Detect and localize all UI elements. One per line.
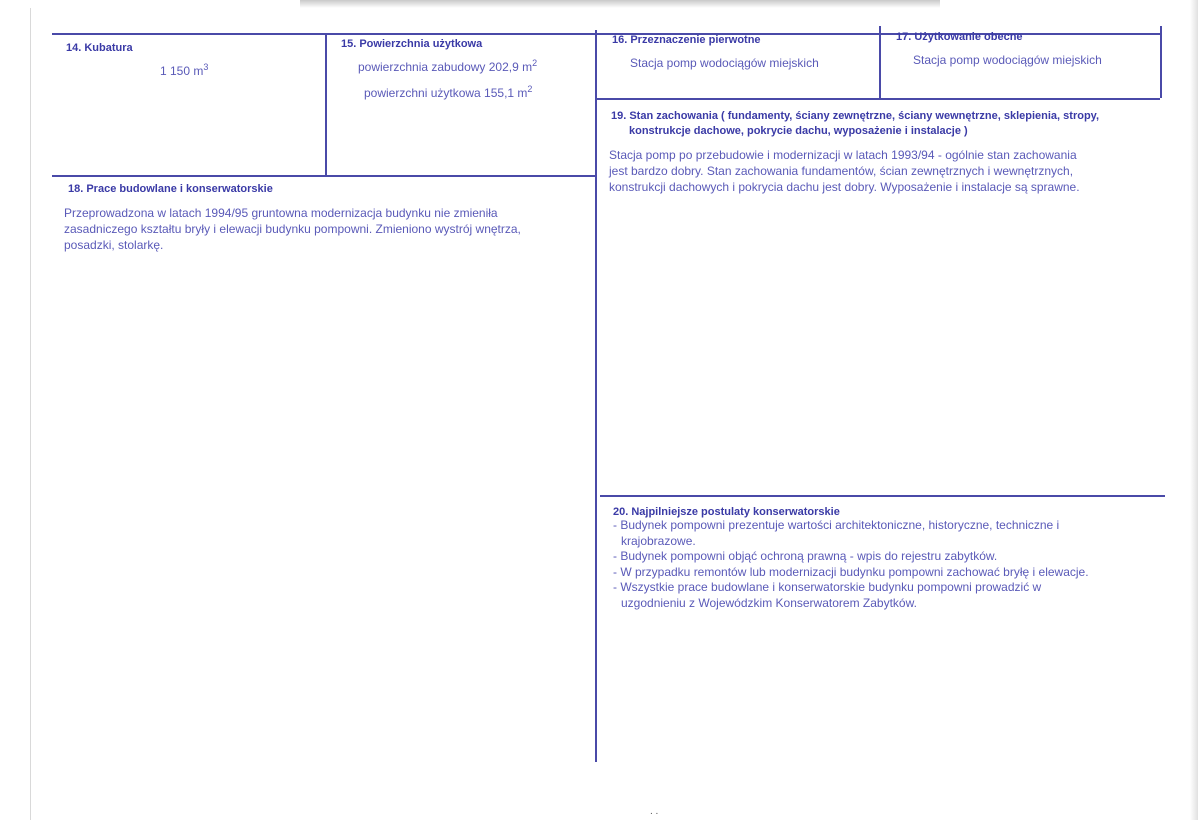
rule-under-14-15 bbox=[52, 175, 596, 177]
right-border bbox=[1160, 26, 1162, 98]
footer-marks: . . bbox=[650, 806, 659, 817]
postulate-3: - W przypadku remontów lub modernizacji budynku pompowni zachować bryłę i elewacje. bbox=[613, 564, 1089, 579]
field-20-label: 20. Najpilniejsze postulaty konserwatorskie bbox=[613, 506, 840, 518]
postulate-1-continued: krajobrazowe. bbox=[621, 533, 696, 548]
built-area-text: powierzchnia zabudowy 202,9 m bbox=[358, 60, 533, 74]
scan-edge-left bbox=[30, 8, 31, 820]
postulate-2: - Budynek pompowni objąć ochroną prawną - wpis do rejestru zabytków. bbox=[613, 549, 998, 563]
field-18-line-1: Przeprowadzona w latach 1994/95 gruntowna modernizacja budynku nie zmieniła bbox=[64, 206, 498, 220]
field-19-label-line-1: 19. Stan zachowania ( fundamenty, ściany zewnętrzne, ściany wewnętrzne, sklepienia, stropy, bbox=[611, 110, 1100, 122]
postulate-4: - Wszystkie prace budowlane i konserwatorskie budynku pompowni prowadzić w bbox=[613, 580, 1042, 594]
field-16-label: 16. Przeznaczenie pierwotne bbox=[612, 34, 761, 46]
field-19-line-3: konstrukcji dachowych i pokrycia dachu jest dobry. Wyposażenie i instalacje są sprawne. bbox=[609, 180, 1080, 194]
divider-14-15 bbox=[325, 34, 327, 176]
field-18-line-3: posadzki, stolarkę. bbox=[64, 238, 164, 252]
field-14-label: 14. Kubatura bbox=[66, 42, 133, 54]
usable-area-text: powierzchni użytkowa 155,1 m bbox=[364, 86, 528, 100]
field-19-line-2: jest bardzo dobry. Stan zachowania fundamentów, ścian zewnętrznych i wewnętrznych, bbox=[609, 164, 1074, 178]
field-15-line2 bbox=[364, 84, 532, 100]
field-17-label: 17. Użytkowanie obecne bbox=[896, 31, 1023, 43]
field-17-value: Stacja pomp wodociągów miejskich bbox=[913, 53, 1102, 67]
rule-above-20 bbox=[600, 495, 1165, 497]
field-20-list bbox=[613, 518, 1153, 611]
usable-area-exponent: 2 bbox=[527, 84, 533, 94]
field-19-text bbox=[609, 147, 1149, 195]
field-16-value: Stacja pomp wodociągów miejskich bbox=[630, 56, 819, 70]
divider-16-17 bbox=[879, 26, 881, 98]
field-18-label: 18. Prace budowlane i konserwatorskie bbox=[68, 183, 273, 195]
field-14-value bbox=[160, 62, 208, 78]
field-18-line-2: zasadniczego kształtu bryły i elewacji budynku pompowni. Zmieniono wystrój wnętrza, bbox=[64, 222, 521, 236]
divider-15-16 bbox=[595, 30, 597, 762]
scan-shadow-top bbox=[300, 0, 940, 8]
field-15-line1 bbox=[358, 58, 537, 74]
built-area-exponent: 2 bbox=[532, 58, 538, 68]
field-19-label-line-2: konstrukcje dachowe, pokrycie dachu, wyposażenie i instalacje ) bbox=[629, 125, 968, 137]
field-18-text bbox=[64, 205, 584, 253]
postulate-1: - Budynek pompowni prezentuje wartości architektoniczne, historyczne, techniczne i bbox=[613, 518, 1060, 532]
cubature-unit-exponent: 3 bbox=[203, 62, 209, 72]
field-15-label: 15. Powierzchnia użytkowa bbox=[341, 38, 483, 50]
postulate-4-continued: uzgodnieniu z Wojewódzkim Konserwatorem Zabytków. bbox=[621, 595, 917, 610]
scan-shadow-right bbox=[1190, 0, 1198, 820]
field-19-line-1: Stacja pomp po przebudowie i modernizacji w latach 1993/94 - ogólnie stan zachowania bbox=[609, 148, 1077, 162]
rule-under-16-17 bbox=[596, 98, 1160, 100]
cubature-value: 1 150 m bbox=[160, 64, 204, 78]
